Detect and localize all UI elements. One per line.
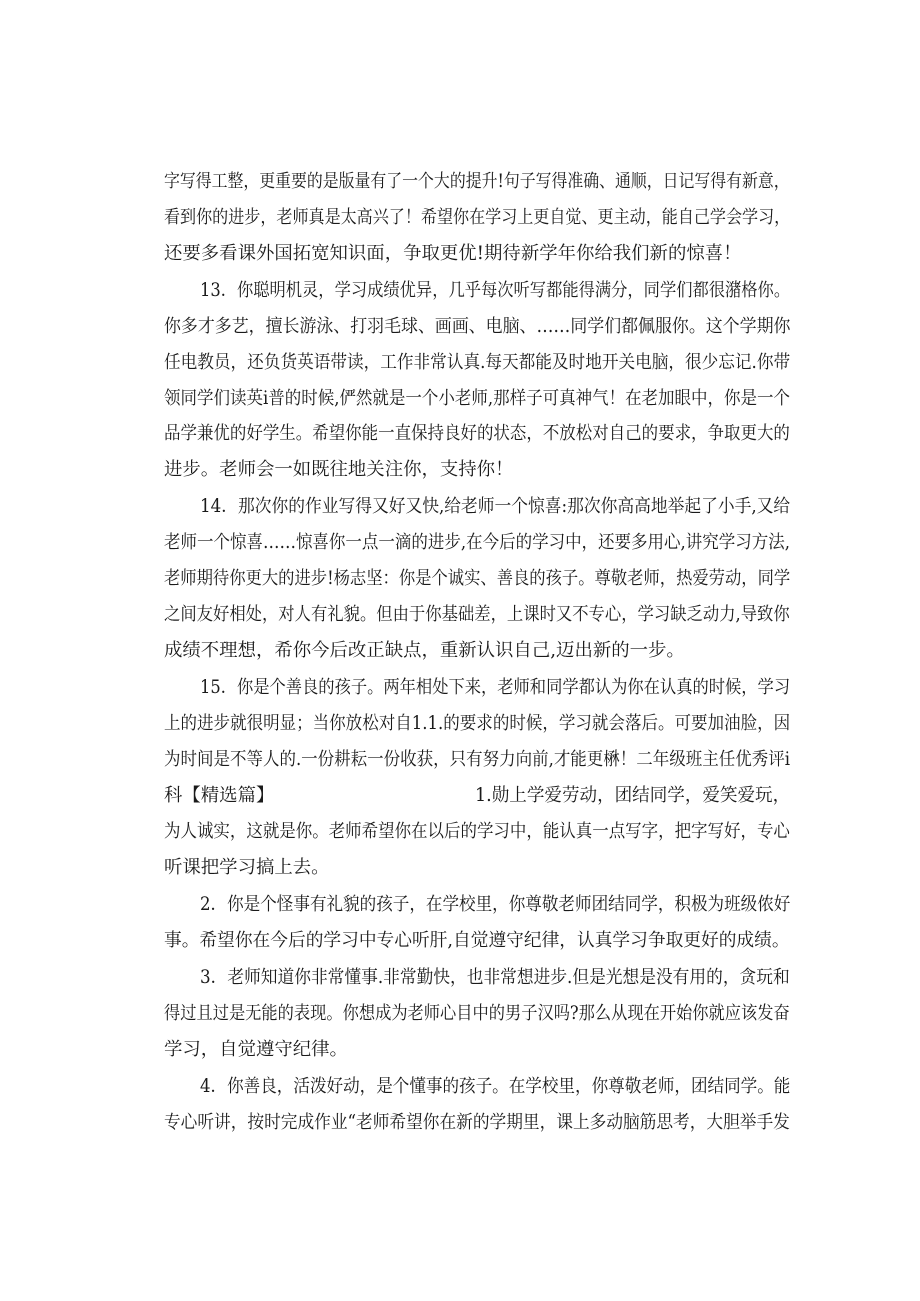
text-line: 之间友好相处，对人有礼貌。但由于你基础差，上课时又不专心，学习缺乏动力,导致你 (164, 604, 790, 625)
text-line: 上的进步就很明显；当你放松对自1.1.的要求的时候，学习就会落后。可要加油脸，因 (164, 713, 791, 734)
section-heading: 科【精选篇】 (164, 785, 275, 806)
text-line: 还要多看课外国拓宽知识面，争取更优!期待新学年你给我们新的惊喜！ (164, 243, 742, 264)
text-line: 事。希望你在今后的学习中专心听肝,自觉遵守纪律，认真学习争取更好的成绩。 (164, 930, 790, 951)
paragraph-1-first-line: 1.勋上学爱劳动，团结同学，爱笑爱玩， (475, 785, 791, 806)
text-line: 字写得工整，更重要的是版量有了一个大的提升!句子写得准确、通顺，日记写得有新意， (164, 171, 790, 192)
text-line: 专心听讲，按时完成作业“老师希望你在新的学期里，课上多动脑筋思考，大胆举手发 (164, 1112, 790, 1133)
paragraph-15-first-line: 15．你是个善良的孩子。两年相处下来，老师和同学都认为你在认真的时候，学习 (200, 677, 791, 698)
paragraph-3-first-line: 3．老师知道你非常懂事.非常勤快，也非常想进步.但是光想是没有用的，贪玩和 (200, 967, 790, 988)
text-line: 得过且过是无能的表现。你想成为老师心目中的男子汉吗?那么从现在开始你就应该发奋 (164, 1003, 790, 1024)
text-line: 老师期待你更大的进步!杨志坚：你是个诚实、善良的孩子。尊敬老师，热爱劳动，同学 (164, 568, 791, 589)
text-line: 学习，自觉遵守纪律。 (164, 1039, 348, 1060)
text-line: 听课把学习搞上去。 (164, 857, 330, 878)
text-line: 看到你的进步，老师真是太高兴了！希望你在学习上更自觉、更主动，能自己学会学习， (164, 207, 791, 228)
text-line: 任电教员，还负货英语带读，工作非常认真.每天都能及时地开关电脑，很少忘记.你带 (164, 352, 791, 373)
text-line: 进步。老师会一如既往地关注你，支持你！ (164, 459, 514, 480)
text-line: 品学兼优的好学生。希望你能一直保持良好的状态，不放松对自己的要求，争取更大的 (164, 423, 790, 444)
paragraph-4-first-line: 4．你善良，活泼好动，是个懂事的孩子。在学校里，你尊敬老师，团结同学。能 (200, 1076, 791, 1097)
text-line: 为时间是不等人的.一份耕耘一份收获，只有努力向前,才能更楙！二年级班主任优秀评i (164, 749, 790, 770)
text-line: 成绩不理想，希你今后改正缺点，重新认识自己,迈出新的一步。 (164, 640, 685, 661)
text-line: 领同学们读英i普的时候,俨然就是一个小老师,那样子可真神气！在老加眼中，你是一个 (164, 388, 790, 409)
text-line: 你多才多艺，擅长游泳、打羽毛球、画画、电脑、……同学们都佩服你。这个学期你 (164, 316, 791, 337)
text-line: 为人诚实，这就是你。老师希望你在以后的学习中，能认真一点写字，把字写好，专心 (164, 821, 790, 842)
paragraph-2-first-line: 2．你是个怪事有礼貌的孩子，在学校里，你尊敬老师团结同学，积极为班级侬好 (200, 894, 791, 915)
text-line: 老师一个惊喜……惊喜你一点一滴的进步,在今后的学习中，还要多用心,讲究学习方法, (164, 532, 790, 553)
paragraph-14-first-line: 14．那次你的作业写得又好又快,给老师一个惊喜:那次你高高地举起了小手,又给 (200, 496, 791, 517)
paragraph-13-first-line: 13．你聪明机灵，学习成绩优异，几乎每次听写都能得满分，同学们都很潴格你。 (200, 280, 791, 301)
